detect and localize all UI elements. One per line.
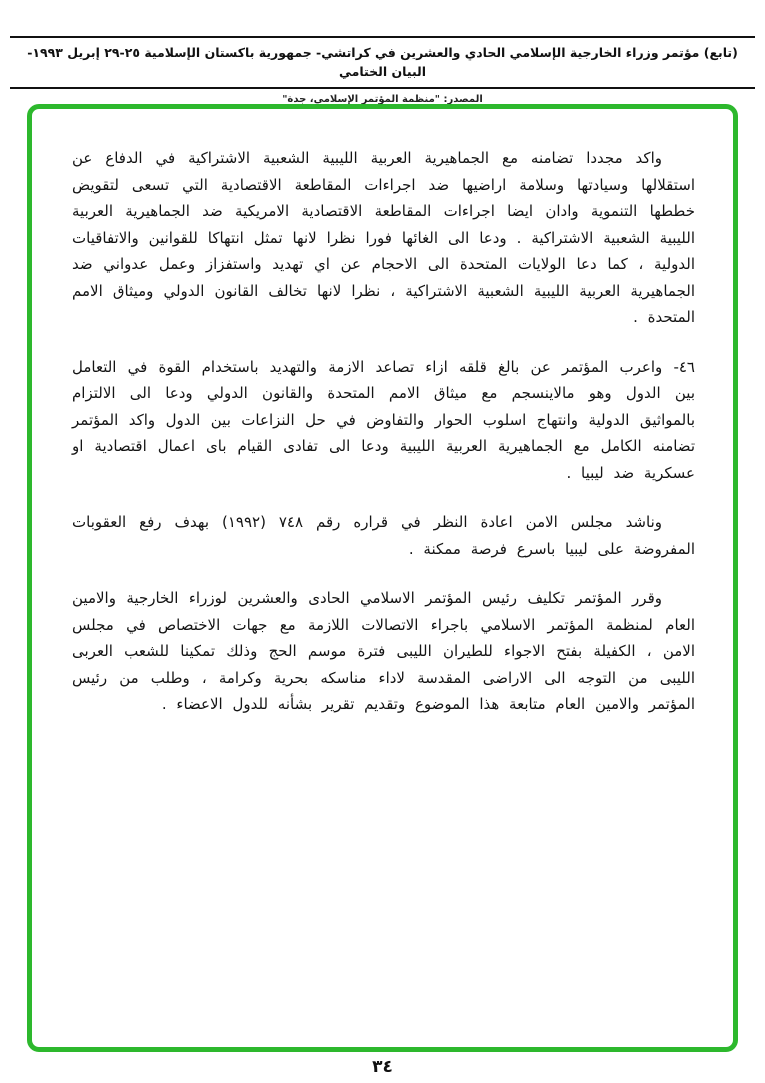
page-header <box>0 0 765 105</box>
paragraph-security-council-appeal: وناشد مجلس الامن اعادة النظر في قراره رقم ٧٤٨ (١٩٩٢) بهدف رفع العقوبات المفروضة على ليبيا باسرع فرصة ممكنة . <box>72 513 695 558</box>
paragraph-item-46: ٤٦- واعرب المؤتمر عن بالغ قلقه ازاء تصاعد الازمة والتهديد باستخدام القوة في التعامل بين الدول وهو مالاينسجم مع ميثاق الامم المتحدة والقانون الدولي ودعا الى الالتزام بالمواثيق الدولية وانتهاج اسلوب الحوار والتفاوض في حل النزاعات بين الدول واكد المؤتمر تضامنه الكامل مع الجماهيرية العربية الليبية ودعا الى تفادى القيام باى اعمال اقتصادية او عسكرية ضد ليبيا . <box>72 357 695 482</box>
paragraph-conference-decision: وقرر المؤتمر تكليف رئيس المؤتمر الاسلامي الحادى والعشرين لوزراء الخارجية والامين العام لمنظمة المؤتمر الاسلامي باجراء الاتصالات اللازمة مع جهات الاختصاص في مجلس الامن ، الكفيلة بفتح الاجواء للطيران الليبى فترة موسم الحج وذلك تمكينا للشعب العربى الليبى من التوجه الى الاراضى المقدسة لاداء مناسكه بحرية وكرامة ، وطلب من رئيس المؤتمر والامين العام متابعة هذا الموضوع وتقديم تقرير بشأنه للدول الاعضاء . <box>72 589 695 713</box>
page-footer <box>0 1057 765 1077</box>
page-number: ٣٤ <box>372 1057 393 1077</box>
document-body <box>72 145 695 718</box>
document-source: المصدر: "منظمة المؤتمر الإسلامي، جدة" <box>282 93 483 105</box>
document-title: (تابع) مؤتمر وزراء الخارجية الإسلامي الحادي والعشرين في كراتشي- جمهورية باكستان الإسلامية ٢٥-٢٩ إبريل ١٩٩٣- البيان الختامي <box>27 45 738 79</box>
paragraph-solidarity-libya: واكد مجددا تضامنه مع الجماهيرية العربية الليبية الشعبية الاشتراكية في الدفاع عن استقلالها وسيادتها وسلامة اراضيها ضد اجراءات المقاطعة الاقتصادية التي تسعى لتقويض خططها التنموية وادان ايضا اجراءات المقاطعة الاقتصادية الامريكية ضد الجماهيرية العربية الليبية الشعبية الاشتراكية . ودعا الى الغائها فورا نظرا لانها تمثل انتهاكا للقوانين والاتفاقيات الدولية ، كما دعا الولايات المتحدة الى الاحجام عن اي تهديد واستفزاز وعمل عدواني ضد الجماهيرية العربية الليبية الشعبية الاشتراكية ، نظرا لانها تخالف القانون الدولي وميثاق الامم المتحدة . <box>72 149 695 326</box>
green-content-frame <box>27 104 738 1052</box>
